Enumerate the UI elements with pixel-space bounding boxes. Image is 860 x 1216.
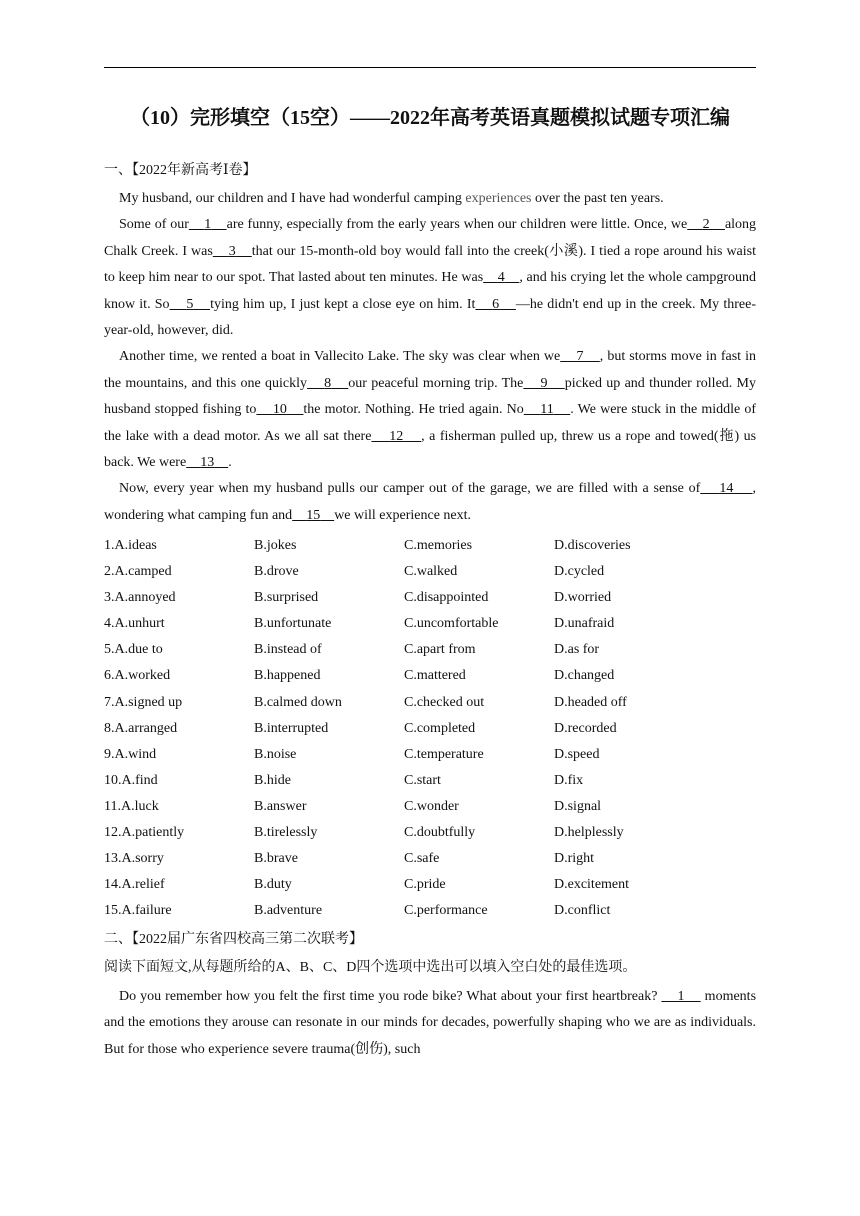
option-b: B.instead of xyxy=(254,642,322,658)
option-d: D.conflict xyxy=(554,903,611,919)
option-a: 15.A.failure xyxy=(104,903,172,919)
option-row xyxy=(104,794,756,820)
blank-14: 14 xyxy=(719,481,734,497)
option-row xyxy=(104,820,756,846)
option-a: 12.A.patiently xyxy=(104,825,185,841)
option-d: D.cycled xyxy=(554,564,605,580)
blank-8: 8 xyxy=(324,375,332,391)
blank-5: 5 xyxy=(186,296,194,312)
passage-paragraph-2: Another time, we rented a boat in Vallecito Lake. The sky was clear when we 7 , but storms move in fast in the mountains, and this one quickly 8 our peaceful morning trip. The 9 picked up and thunder rolled. My husband stopped fishing to 10 the motor. Nothing. He tried again. No 11 . We were stuck in the middle of the lake with a dead motor. As we all sat there 12 , a fisherman pulled up, threw us a rope and towed(拖) us back. We were 13 . xyxy=(104,349,757,471)
option-c: C.checked out xyxy=(404,694,485,710)
option-a: 1.A.ideas xyxy=(104,538,157,553)
blank-15: 15 xyxy=(306,507,321,523)
option-row xyxy=(104,663,756,689)
option-c: C.uncomfortable xyxy=(404,616,499,632)
option-row xyxy=(104,768,756,794)
option-a: 8.A.arranged xyxy=(104,720,178,736)
option-a: 11.A.luck xyxy=(104,798,159,814)
option-d: D.signal xyxy=(554,798,602,814)
option-b: B.brave xyxy=(254,851,298,867)
option-d: D.fix xyxy=(554,772,584,788)
option-b: B.hide xyxy=(254,772,291,788)
option-c: C.wonder xyxy=(404,798,459,814)
option-row xyxy=(104,585,756,611)
option-a: 10.A.find xyxy=(104,772,158,788)
blank-2: 2 xyxy=(702,217,710,233)
passage-paragraph-1: Do you remember how you felt the first time you rode bike? What about your first heartbreak? 1 moments and the emotions they arouse can resonate in our minds for decades, powerfully shaping who we are as individuals. But for those who experience severe trauma(创伤), such xyxy=(104,989,757,1057)
option-a: 9.A.wind xyxy=(104,746,157,762)
option-b: B.surprised xyxy=(254,590,319,606)
section-2-heading: 二、【2022届广东省四校高三第二次联考】 xyxy=(104,932,363,947)
option-row xyxy=(104,716,756,742)
option-row xyxy=(104,898,756,924)
option-c: C.start xyxy=(404,772,441,788)
section-2-passage xyxy=(104,984,756,1063)
option-c: C.safe xyxy=(404,851,440,867)
section-2-instruction: 阅读下面短文,从每题所给的A、B、C、D四个选项中选出可以填入空白处的最佳选项。 xyxy=(104,960,637,975)
option-c: C.doubtfully xyxy=(404,825,476,841)
blank-11: 11 xyxy=(540,402,554,418)
passage-paragraph-3: Now, every year when my husband pulls our camper out of the garage, we are filled with a sense of 14 , wondering what camping fun and 15 we will experience next. xyxy=(104,481,757,523)
option-row xyxy=(104,611,756,637)
option-d: D.right xyxy=(554,851,595,867)
blank-1: 1 xyxy=(677,989,685,1004)
option-c: C.walked xyxy=(404,564,458,580)
blank-9: 9 xyxy=(540,375,548,391)
option-c: C.apart from xyxy=(404,642,476,658)
option-c: C.mattered xyxy=(404,668,466,684)
option-c: C.temperature xyxy=(404,746,484,762)
option-c: C.performance xyxy=(404,903,488,919)
option-b: B.adventure xyxy=(254,903,323,919)
option-a: 5.A.due to xyxy=(104,642,163,658)
option-a: 2.A.camped xyxy=(104,564,172,580)
option-a: 3.A.annoyed xyxy=(104,590,176,606)
blank-3: 3 xyxy=(228,243,236,259)
option-b: B.calmed down xyxy=(254,694,342,710)
passage-paragraph-1: Some of our 1 are funny, especially from the early years when our children were little. Once, we 2 along Chalk Creek. I was 3 that our 15-month-old boy would fall into the creek(小溪). I tied a rope around his waist to keep him near to our spot. That lasted about ten minutes. He was 4 , and his crying let the whole campground know it. So 5 tying him up, I just kept a close eye on him. It 6 —he didn't end up in the creek. My three-year-old, however, did. xyxy=(104,217,757,339)
option-d: D.headed off xyxy=(554,694,627,710)
option-row xyxy=(104,533,756,559)
option-row xyxy=(104,559,756,585)
option-b: B.duty xyxy=(254,877,292,893)
page-title: （10）完形填空（15空）——2022年高考英语真题模拟试题专项汇编 xyxy=(130,107,730,129)
option-b: B.jokes xyxy=(254,538,297,553)
option-d: D.worried xyxy=(554,590,612,606)
option-a: 14.A.relief xyxy=(104,877,165,893)
option-d: D.unafraid xyxy=(554,616,615,632)
option-b: B.tirelessly xyxy=(254,825,318,841)
blank-4: 4 xyxy=(497,270,505,286)
option-b: B.happened xyxy=(254,668,321,684)
option-b: B.noise xyxy=(254,746,297,762)
blank-12: 12 xyxy=(389,428,404,444)
option-a: 4.A.unhurt xyxy=(104,616,165,632)
blank-1: 1 xyxy=(204,217,212,233)
option-b: B.interrupted xyxy=(254,720,329,736)
option-row xyxy=(104,690,756,716)
option-d: D.discoveries xyxy=(554,538,631,553)
option-a: 7.A.signed up xyxy=(104,694,183,710)
option-row xyxy=(104,872,756,898)
section-1-passage xyxy=(104,186,756,529)
option-a: 13.A.sorry xyxy=(104,851,164,867)
option-d: D.changed xyxy=(554,668,615,684)
blank-6: 6 xyxy=(492,296,500,312)
passage-intro: My husband, our children and I have had wonderful camping experiences over the past ten years. xyxy=(119,191,664,206)
option-d: D.speed xyxy=(554,746,600,762)
option-row xyxy=(104,637,756,663)
option-d: D.excitement xyxy=(554,877,630,893)
section-1-heading: 一、【2022年新高考Ⅰ卷】 xyxy=(104,163,257,178)
option-c: C.disappointed xyxy=(404,590,489,606)
option-c: C.memories xyxy=(404,538,473,553)
blank-13: 13 xyxy=(200,455,215,471)
blank-7: 7 xyxy=(576,349,584,365)
option-a: 6.A.worked xyxy=(104,668,171,684)
options-table xyxy=(104,533,756,924)
option-d: D.as for xyxy=(554,642,600,658)
highlighted-word: experiences xyxy=(465,191,532,206)
option-b: B.unfortunate xyxy=(254,616,332,632)
option-b: B.drove xyxy=(254,564,299,580)
option-c: C.pride xyxy=(404,877,446,893)
option-c: C.completed xyxy=(404,720,476,736)
option-row xyxy=(104,846,756,872)
header-rule xyxy=(104,67,756,68)
blank-10: 10 xyxy=(272,402,287,418)
option-row xyxy=(104,742,756,768)
option-d: D.helplessly xyxy=(554,825,624,841)
option-d: D.recorded xyxy=(554,720,617,736)
option-b: B.answer xyxy=(254,798,307,814)
